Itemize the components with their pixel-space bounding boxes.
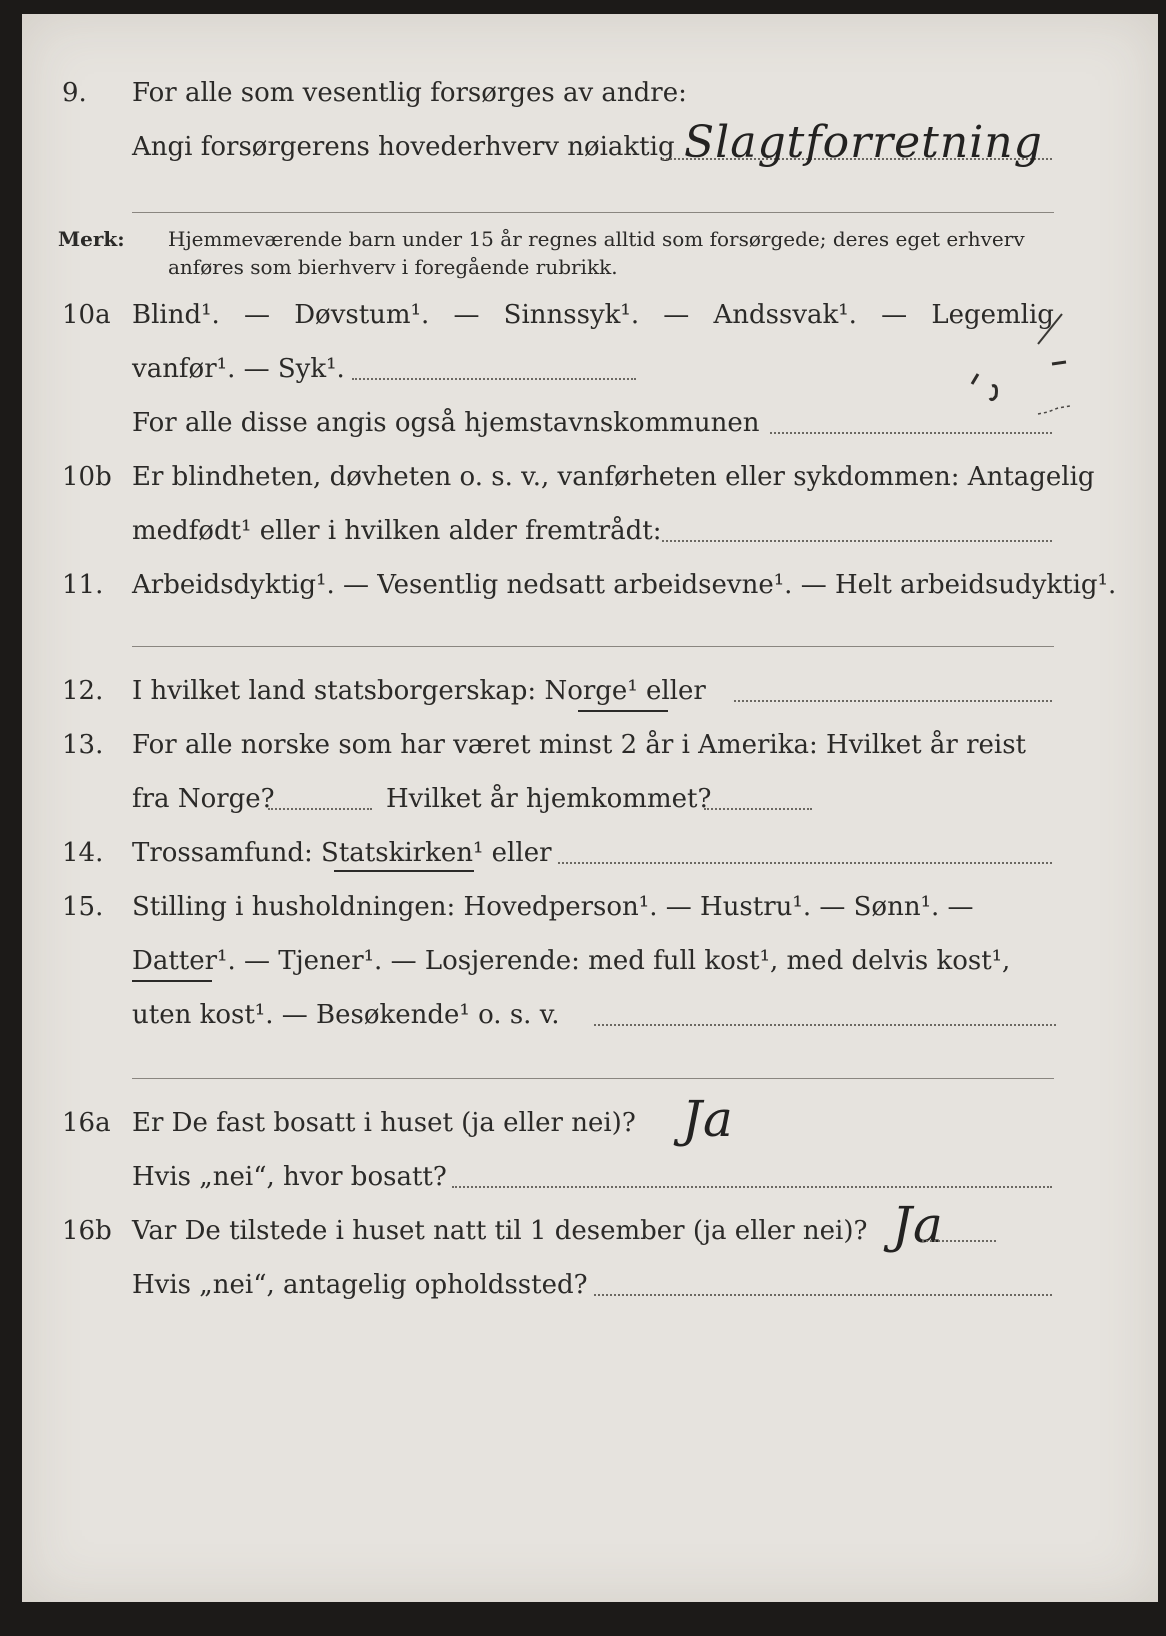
q12-norge-underline	[578, 710, 668, 712]
q15-line2: Datter¹. — Tjener¹. — Losjerende: med full kost¹, med delvis kost¹,	[132, 946, 1011, 976]
q10b-line2: medfødt¹ eller i hvilken alder fremtrådt:	[132, 516, 662, 546]
q16a-handwritten-answer: Ja	[682, 1090, 734, 1148]
q16b-handwritten-answer: Ja	[892, 1196, 944, 1254]
q16b-number: 16b	[62, 1216, 112, 1246]
merk-label: Merk:	[58, 227, 125, 251]
q10a-line2-dots	[352, 378, 636, 380]
q14-statskirken-underline	[334, 870, 474, 872]
q11-number: 11.	[62, 570, 104, 600]
q9-number: 9.	[62, 78, 87, 108]
q11-blank-rule	[132, 646, 1054, 647]
q10b-number: 10b	[62, 462, 112, 492]
q15-line3: uten kost¹. — Besøkende¹ o. s. v.	[132, 1000, 560, 1030]
q16a-line2: Hvis „nei“, hvor bosatt?	[132, 1162, 447, 1192]
q9-line1: For alle som vesentlig forsørges av andre:	[132, 78, 687, 108]
q12-dots	[734, 700, 1052, 702]
q16b-line2: Hvis „nei“, antagelig opholdssted?	[132, 1270, 588, 1300]
dash: —	[453, 300, 480, 330]
q16a-dots	[452, 1186, 1052, 1188]
q15-datter-underline	[132, 980, 212, 982]
q14-line1: Trossamfund: Statskirken¹ eller	[132, 838, 552, 868]
census-form-page	[22, 14, 1158, 1602]
merk-line1: Hjemmeværende barn under 15 år regnes alltid som forsørgede; deres eget erhverv	[168, 227, 1025, 251]
q10a-line1	[132, 300, 1054, 330]
q10a-line3: For alle disse angis også hjemstavnskommunen	[132, 408, 760, 438]
q9-handwritten-answer: Slagtforretning	[684, 117, 1043, 168]
margin-scribble-icon	[952, 304, 1092, 424]
q15-dots	[594, 1024, 1056, 1026]
q16a-line1: Er De fast bosatt i huset (ja eller nei)?	[132, 1108, 636, 1138]
q10b-line2-dots	[662, 540, 1052, 542]
q13-line1: For alle norske som har været minst 2 år i Amerika: Hvilket år reist	[132, 730, 1026, 760]
q10a-line3-dots	[770, 432, 1052, 434]
q16b-line1: Var De tilstede i huset natt til 1 desember (ja eller nei)?	[132, 1216, 868, 1246]
q13-line2a: fra Norge?	[132, 784, 275, 814]
dash: —	[663, 300, 690, 330]
q16b-line2-dots	[594, 1294, 1052, 1296]
q15-blank-rule	[132, 1078, 1054, 1079]
option-sinnssyk: Sinnssyk¹.	[503, 300, 640, 330]
option-legemlig: Legemlig	[931, 300, 1054, 330]
q13-number: 13.	[62, 730, 104, 760]
q16a-number: 16a	[62, 1108, 111, 1138]
q10a-number: 10a	[62, 300, 111, 330]
q14-dots	[558, 862, 1052, 864]
q9-line2: Angi forsørgerens hovederhverv nøiaktig	[132, 132, 675, 162]
option-blind: Blind¹.	[132, 300, 220, 330]
q14-number: 14.	[62, 838, 104, 868]
option-andssvak: Andssvak¹.	[713, 300, 857, 330]
option-dovstum: Døvstum¹.	[294, 300, 430, 330]
q9-blank-rule	[132, 212, 1054, 213]
q10b-line1: Er blindheten, døvheten o. s. v., vanførheten eller sykdommen: Antagelig	[132, 462, 1095, 492]
q16b-dots	[922, 1240, 996, 1242]
dash: —	[881, 300, 908, 330]
q12-number: 12.	[62, 676, 104, 706]
q13-line2b: Hvilket år hjemkommet?	[386, 784, 712, 814]
q10a-line2: vanfør¹. — Syk¹.	[132, 354, 345, 384]
q13-year-left-dots	[268, 808, 372, 810]
q12-line1: I hvilket land statsborgerskap: Norge¹ eller	[132, 676, 706, 706]
dash: —	[244, 300, 271, 330]
q15-number: 15.	[62, 892, 104, 922]
merk-line2: anføres som bierhverv i foregående rubrikk.	[168, 255, 618, 279]
q13-year-return-dots	[704, 808, 812, 810]
q15-line1: Stilling i husholdningen: Hovedperson¹. — Hustru¹. — Sønn¹. —	[132, 892, 974, 922]
q11-line1: Arbeidsdyktig¹. — Vesentlig nedsatt arbeidsevne¹. — Helt arbeidsudyktig¹.	[132, 570, 1117, 600]
